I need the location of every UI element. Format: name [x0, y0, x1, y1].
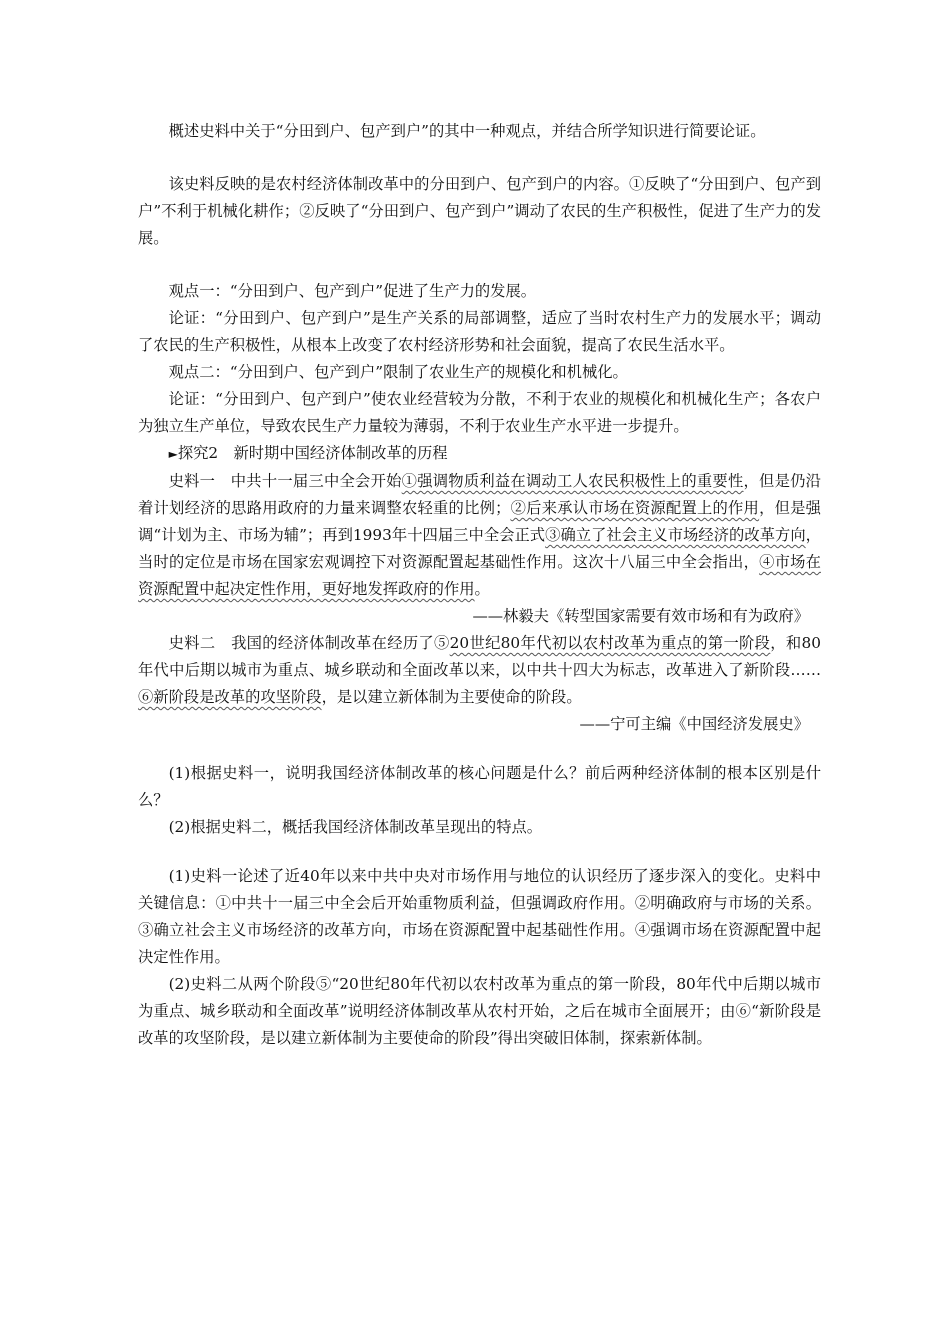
viewpoint-one: 观点一：“分田到户、包产到户”促进了生产力的发展。 — [168, 282, 537, 300]
argument-two: 论证：“分田到户、包产到户”使农业经营较为分散，不利于农业的规模化和机械化生产；各农户为独立生产单位，导致农民生产力量较为薄弱，不利于农业生产水平进一步提升。 — [138, 390, 821, 435]
question-1: (1)根据史料一，说明我国经济体制改革的核心问题是什么？前后两种经济体制的根本区别是什么？ — [138, 764, 821, 809]
question-summary: 概述史料中关于“分田到户、包产到户”的其中一种观点，并结合所学知识进行简要论证。 — [168, 122, 766, 140]
annotation-1: ①强调物质利益在调动工人农民积极性上的重要性 — [401, 472, 744, 490]
argument-one: 论证：“分田到户、包产到户”是生产关系的局部调整，适应了当时农村生产力的发展水平；调动了农民的生产积极性，从根本上改变了农村经济形势和社会面貌，提高了农民生活水平。 — [138, 309, 821, 354]
annotation-6: ⑥新阶段是改革的攻坚阶段 — [138, 688, 322, 706]
triangle-marker-icon: ► — [168, 447, 178, 461]
material-two: 史料二 我国的经济体制改革在经历了⑤20世纪80年代初以农村改革为重点的第一阶段，和80年代中后期以城市为重点、城乡联动和全面改革以来，以中共十四大为标志，改革进入了新阶段……⑥新阶段是改革的攻坚阶段，是以建立新体制为主要使命的阶段。 — [138, 634, 821, 706]
annotation-2: ②后来承认市场在资源配置上的作用 — [510, 499, 760, 517]
material-one-source: ——林毅夫《转型国家需要有效市场和有为政府》 — [472, 607, 809, 625]
material-one: 史料一 中共十一届三中全会开始①强调物质利益在调动工人农民积极性上的重要性，但是仍沿着计划经济的思路用政府的力量来调整农轻重的比例；②后来承认市场在资源配置上的作用，但是强调“计划为主、市场为辅”；再到1993年十四届三中全会正式③确立了社会主义市场经济的改革方向，当时的定位是市场在国家宏观调控下对资源配置起基础性作用。这次十八届三中全会指出，④市场在资源配置中起决定性作用，更好地发挥政府的作用。 — [138, 472, 821, 598]
document-page — [138, 118, 821, 1052]
explore-heading — [138, 440, 821, 468]
answer-2: (2)史料二从两个阶段⑤“20世纪80年代初以农村改革为重点的第一阶段，80年代中后期以城市为重点、城乡联动和全面改革”说明经济体制改革从农村开始，之后在城市全面展开；由⑥“新阶段是改革的攻坚阶段，是以建立新体制为主要使命的阶段”得出突破旧体制，探索新体制。 — [138, 975, 821, 1047]
question-2: (2)根据史料二，概括我国经济体制改革呈现出的特点。 — [168, 818, 543, 836]
material-two-source: ——宁可主编《中国经济发展史》 — [579, 715, 809, 733]
annotation-4: ④市场在资源配置中起决定性作用，更好地发挥政府的作用 — [138, 553, 821, 598]
answer-1: (1)史料一论述了近40年以来中共中央对市场作用与地位的认识经历了逐步深入的变化。史料中关键信息：①中共十一届三中全会后开始重物质利益，但强调政府作用。②明确政府与市场的关系。③确立社会主义市场经济的改革方向，市场在资源配置中起基础性作用。④强调市场在资源配置中起决定性作用。 — [138, 867, 821, 966]
analysis-paragraph: 该史料反映的是农村经济体制改革中的分田到户、包产到户的内容。①反映了“分田到户、包产到户”不利于机械化耕作；②反映了“分田到户、包产到户”调动了农民的生产积极性，促进了生产力的发展。 — [138, 175, 821, 247]
annotation-3: ③确立了社会主义市场经济的改革方向 — [545, 526, 806, 544]
annotation-5: 20世纪80年代初以农村改革为重点的第一阶段 — [449, 634, 771, 652]
explore-heading-text: 探究2 新时期中国经济体制改革的历程 — [177, 444, 448, 462]
viewpoint-two: 观点二：“分田到户、包产到户”限制了农业生产的规模化和机械化。 — [168, 363, 628, 381]
